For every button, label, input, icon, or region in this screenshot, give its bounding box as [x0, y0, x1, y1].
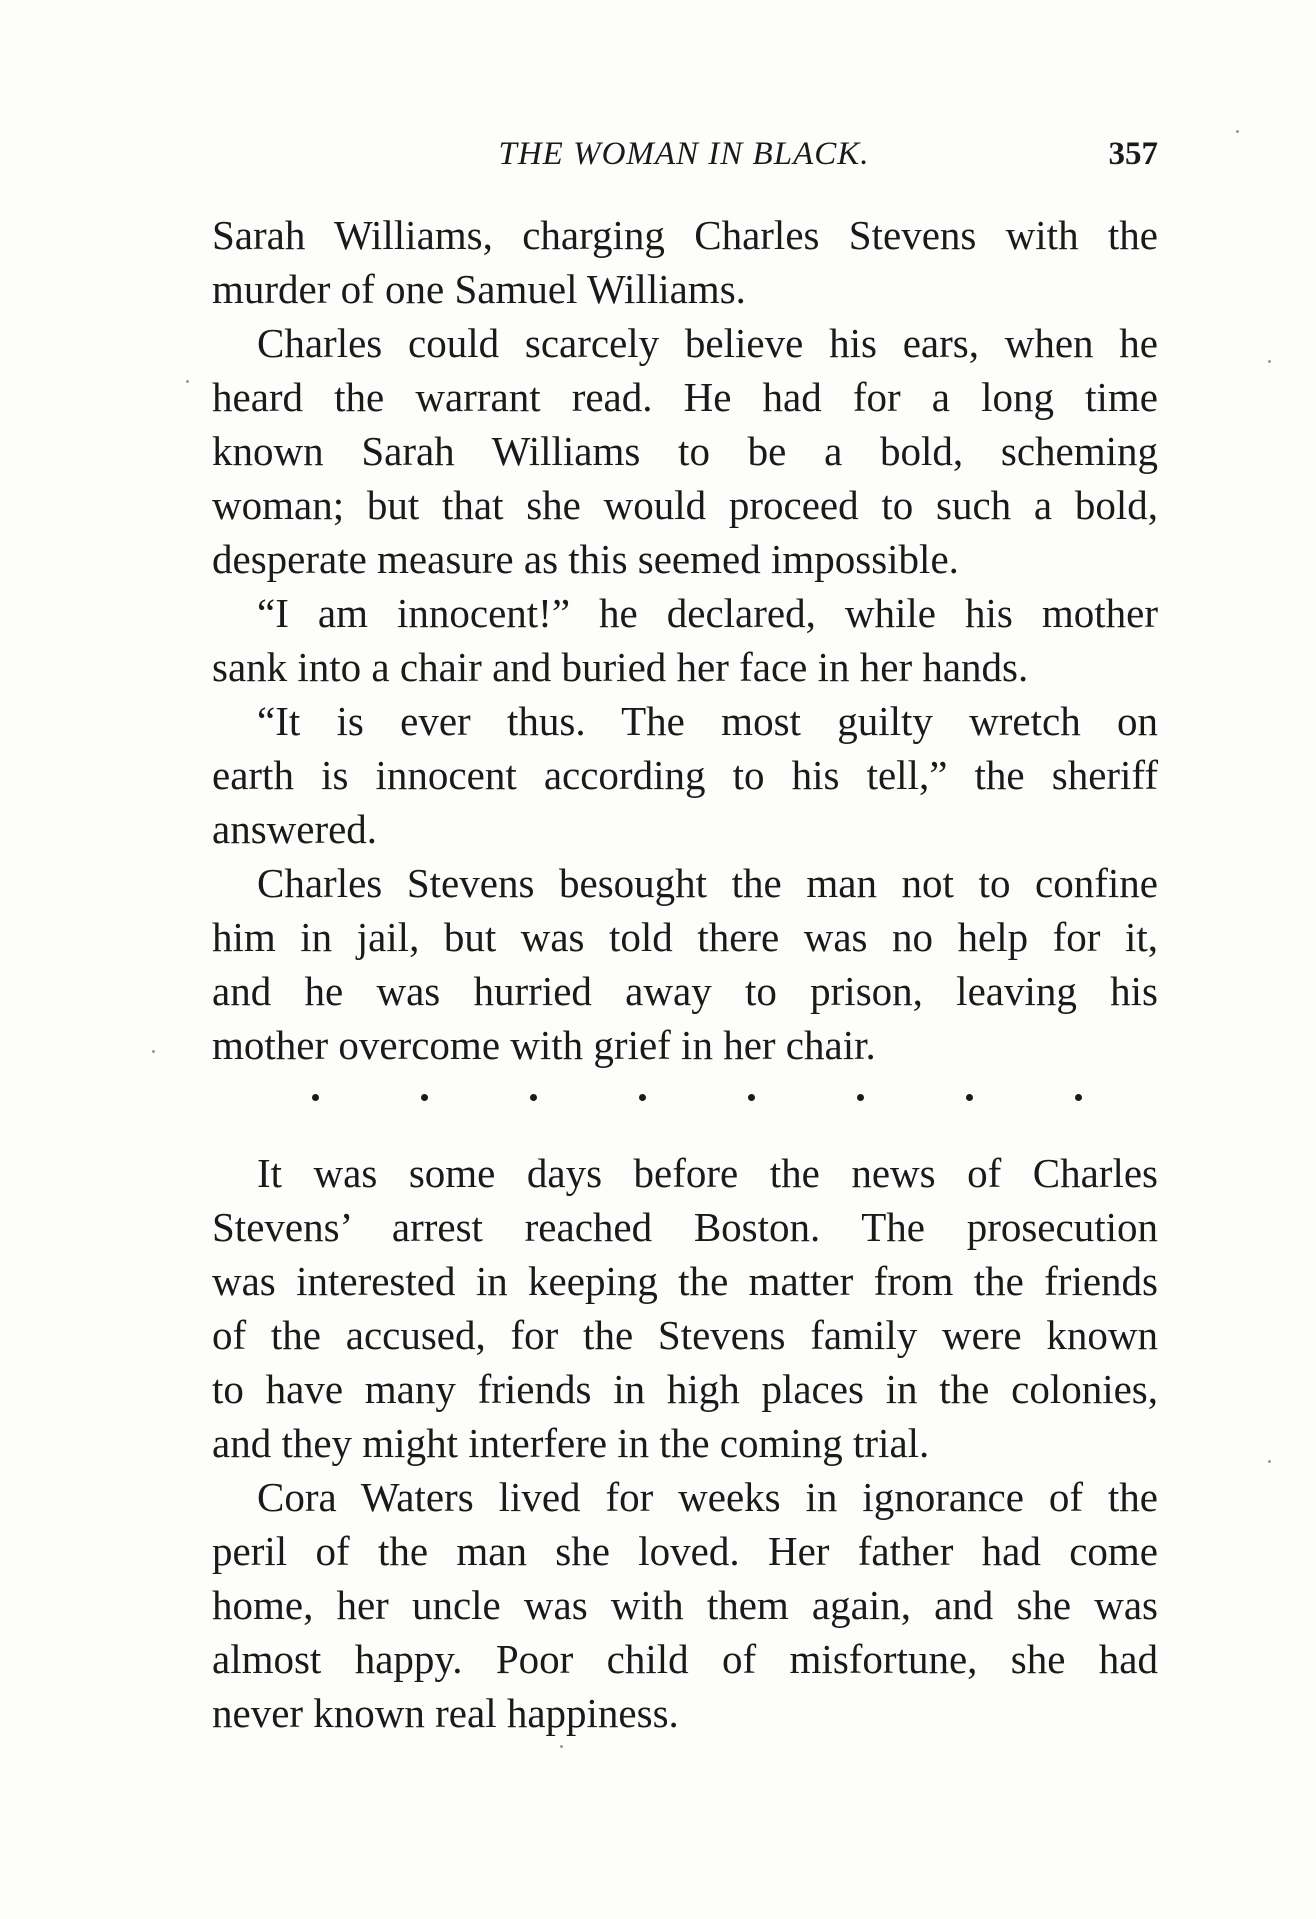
text-line: known Sarah Williams to be a bold, scheming — [212, 428, 1158, 474]
text-line: woman; but that she would proceed to such a bold, — [212, 482, 1158, 528]
text-line: of the accused, for the Stevens family were known — [212, 1312, 1158, 1358]
text-line: earth is innocent according to his tell,” the sheriff — [212, 752, 1158, 798]
scan-speck — [560, 1745, 563, 1748]
scan-speck — [1236, 130, 1239, 133]
text-line: murder of one Samuel Williams. — [212, 266, 746, 312]
paragraphs-after-break — [212, 1146, 1158, 1740]
break-dot — [1075, 1094, 1082, 1101]
text-line: never known real happiness. — [212, 1690, 679, 1736]
text-line: “I am innocent!” he declared, while his mother — [257, 590, 1158, 636]
text-line: almost happy. Poor child of misfortune, she had — [212, 1636, 1158, 1682]
text-line: Charles could scarcely believe his ears, when he — [257, 320, 1158, 366]
text-line: Stevens’ arrest reached Boston. The prosecution — [212, 1204, 1158, 1250]
text-line: sank into a chair and buried her face in her hands. — [212, 644, 1029, 690]
text-line: him in jail, but was told there was no help for it, — [212, 914, 1158, 960]
break-dot — [966, 1094, 973, 1101]
paragraph — [212, 1146, 1158, 1470]
paragraph — [212, 856, 1158, 1072]
text-line: answered. — [212, 806, 378, 852]
paragraph — [212, 1470, 1158, 1740]
text-line: and they might interfere in the coming trial. — [212, 1420, 930, 1466]
text-line: to have many friends in high places in the colonies, — [212, 1366, 1158, 1412]
page-header — [210, 136, 1158, 176]
scan-speck — [186, 380, 189, 383]
paragraph — [212, 694, 1158, 856]
text-line: Charles Stevens besought the man not to confine — [257, 860, 1158, 906]
paragraph — [212, 316, 1158, 586]
text-line: heard the warrant read. He had for a long time — [212, 374, 1158, 420]
body-text — [212, 208, 1158, 1740]
scan-speck — [1268, 1460, 1271, 1463]
paragraph — [212, 586, 1158, 694]
paragraph — [212, 208, 1158, 316]
text-line: peril of the man she loved. Her father had come — [212, 1528, 1158, 1574]
text-line: Cora Waters lived for weeks in ignorance of the — [257, 1474, 1158, 1520]
text-line: home, her uncle was with them again, and she was — [212, 1582, 1158, 1628]
break-dot — [748, 1094, 755, 1101]
section-break-dots — [312, 1094, 1082, 1120]
text-line: It was some days before the news of Charles — [257, 1150, 1158, 1196]
text-line: “It is ever thus. The most guilty wretch on — [257, 698, 1158, 744]
text-line: desperate measure as this seemed impossible. — [212, 536, 959, 582]
break-dot — [639, 1094, 646, 1101]
running-title: THE WOMAN IN BLACK. — [498, 136, 870, 172]
scan-speck — [1268, 360, 1271, 363]
scan-speck — [152, 1050, 155, 1053]
text-line: mother overcome with grief in her chair. — [212, 1022, 876, 1068]
paragraphs-before-break — [212, 208, 1158, 1072]
text-line: Sarah Williams, charging Charles Stevens with the — [212, 212, 1158, 258]
text-line: and he was hurried away to prison, leaving his — [212, 968, 1158, 1014]
text-line: was interested in keeping the matter from the friends — [212, 1258, 1158, 1304]
break-dot — [857, 1094, 864, 1101]
break-dot — [312, 1094, 319, 1101]
break-dot — [421, 1094, 428, 1101]
page-number: 357 — [1108, 136, 1158, 172]
break-dot — [530, 1094, 537, 1101]
